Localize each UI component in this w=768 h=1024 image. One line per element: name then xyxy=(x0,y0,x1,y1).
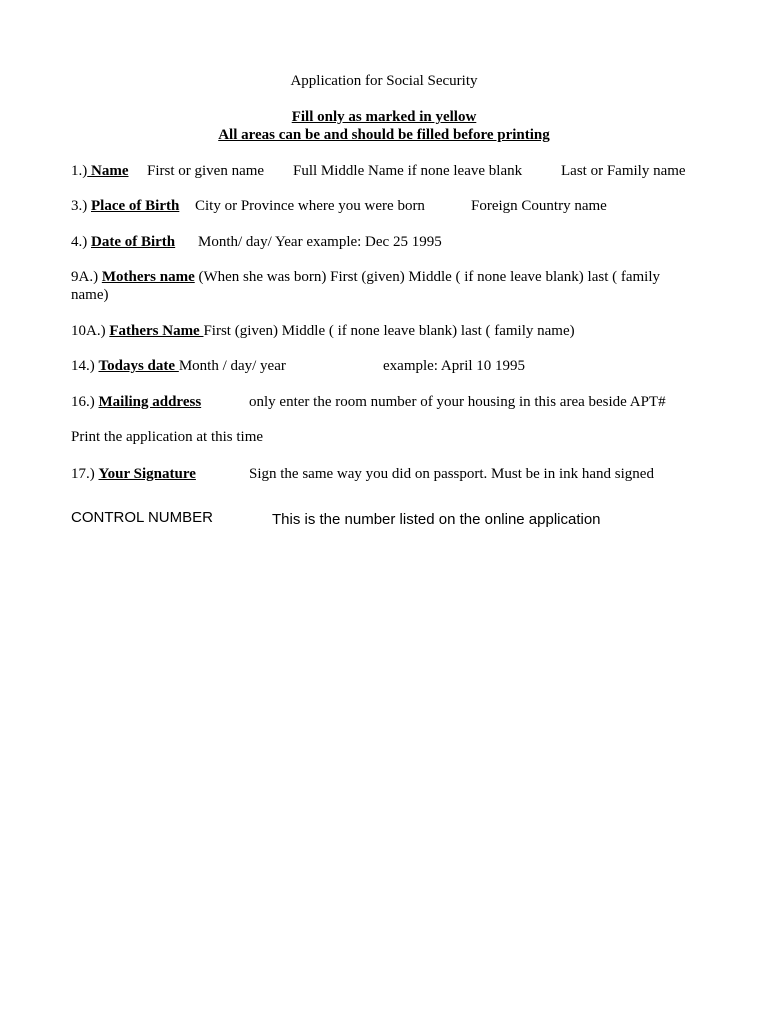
instruction-fill-before-printing: All areas can be and should be filled before printing xyxy=(218,127,550,143)
birth-city-hint: City or Province where you were born xyxy=(195,198,425,214)
todays-date-label: Todays date xyxy=(98,358,179,374)
fathers-name-label: Fathers Name xyxy=(109,323,204,339)
todays-date-example: example: April 10 1995 xyxy=(383,358,526,374)
date-of-birth-row xyxy=(71,234,175,251)
signature-row xyxy=(71,466,196,483)
field-number: 16.) xyxy=(71,394,95,410)
signature-label: Your Signature xyxy=(98,466,196,482)
mailing-address-label: Mailing address xyxy=(98,394,202,410)
mailing-address-row xyxy=(71,394,201,411)
name-label: Name xyxy=(87,163,129,179)
first-name-hint: First or given name xyxy=(147,163,265,179)
date-of-birth-hint: Month/ day/ Year example: Dec 25 1995 xyxy=(198,234,442,250)
control-number-label: CONTROL NUMBER xyxy=(71,509,213,526)
instruction-fill-yellow: Fill only as marked in yellow xyxy=(291,109,477,125)
last-name-hint: Last or Family name xyxy=(561,163,686,179)
mothers-name-hint: (When she was born) First (given) Middle ( if none leave blank) last ( family xyxy=(198,269,661,285)
birth-country-hint: Foreign Country name xyxy=(471,198,607,214)
name-field-row xyxy=(71,163,129,180)
fathers-name-hint: First (given) Middle ( if none leave blank) last ( family name) xyxy=(203,323,575,339)
field-number: 9A.) xyxy=(71,269,99,285)
document-title: Application for Social Security xyxy=(290,73,478,89)
mailing-address-hint: only enter the room number of your housing in this area beside APT# xyxy=(249,394,666,410)
field-number: 17.) xyxy=(71,466,95,482)
todays-date-format: Month / day/ year xyxy=(178,358,286,374)
signature-hint: Sign the same way you did on passport. Must be in ink hand signed xyxy=(249,466,654,482)
mothers-name-hint-continued: name) xyxy=(71,287,109,303)
field-number: 3.) xyxy=(71,198,88,214)
todays-date-row xyxy=(71,358,286,375)
field-number: 4.) xyxy=(71,234,88,250)
middle-name-hint: Full Middle Name if none leave blank xyxy=(293,163,523,179)
date-of-birth-label: Date of Birth xyxy=(91,234,176,250)
fathers-name-row xyxy=(71,323,575,340)
mothers-name-label: Mothers name xyxy=(101,269,195,285)
field-number: 10A.) xyxy=(71,323,106,339)
field-number: 1.) xyxy=(71,163,88,179)
control-number-hint: This is the number listed on the online application xyxy=(272,511,601,528)
place-of-birth-label: Place of Birth xyxy=(91,198,180,214)
mothers-name-row xyxy=(71,269,660,286)
field-number: 14.) xyxy=(71,358,95,374)
print-note: Print the application at this time xyxy=(71,429,264,445)
place-of-birth-row xyxy=(71,198,179,215)
